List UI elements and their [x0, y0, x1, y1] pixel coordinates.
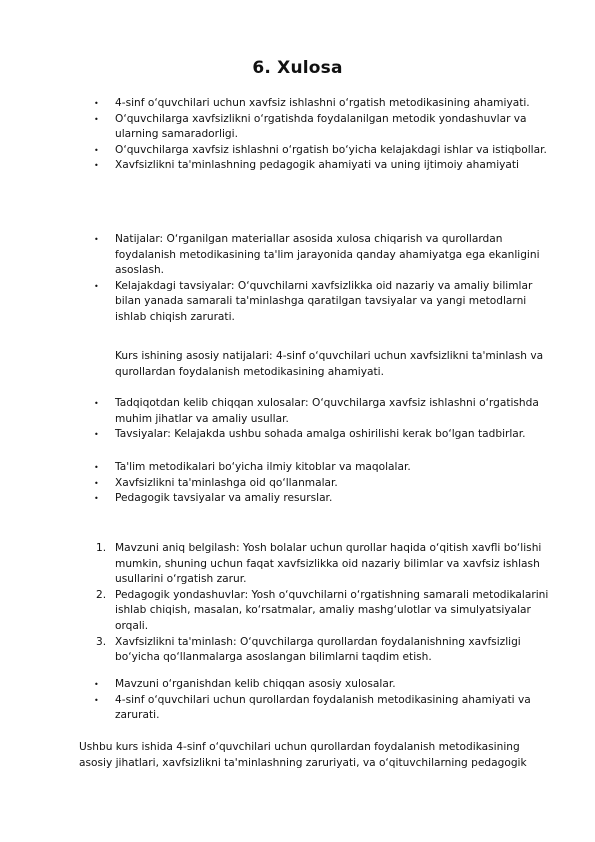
bullet-list-6: [0, 677, 595, 724]
bullet-icon: •: [94, 399, 99, 408]
bullet-icon: •: [94, 478, 99, 488]
list-item: 1. Mavzuni aniq belgilash: Yosh bolalar uchun qurollar haqida o‘qitish xavfli bo‘lishi mumkin, shuning uchun faqat xavfsizlikka oid nazariy bilimlar va xavfsiz ishlash usullarini o‘rgatish zarur.: [96, 542, 542, 586]
bullet-icon: •: [94, 145, 99, 155]
page-title: 6. Xulosa: [252, 58, 343, 78]
list-item: • O‘quvchilarga xavfsiz ishlashni o‘rgatish bo‘yicha kelajakdagi ishlar va istiqbollar.: [0, 143, 595, 159]
list-item: • Xavfsizlikni ta'minlashga oid qo‘llanmalar.: [0, 476, 595, 492]
list-item: 3. Xavfsizlikni ta'minlash: O‘quvchilarga qurollardan foydalanishning xavfsizligi bo‘yicha qo‘llanmalarga asoslangan bilimlarni taqdim etish.: [96, 635, 521, 664]
list-item: • Tavsiyalar: Kelajakda ushbu sohada amalga oshirilishi kerak bo‘lgan tadbirlar.: [0, 427, 595, 443]
results-paragraph: Kurs ishining asosiy natijalari: 4-sinf o‘quvchilari uchun xavfsizlikni ta'minlash va qurollardan foydalanish metodikasining ahamiyati.: [115, 350, 544, 378]
bullet-list-2: [0, 232, 595, 326]
bullet-list-4: [0, 460, 595, 507]
list-item: • Ta'lim metodikalari bo‘yicha ilmiy kitoblar va maqolalar.: [0, 460, 595, 476]
list-item: • Kelajakdagi tavsiyalar: O‘quvchilarni xavfsizlikka oid nazariy va amaliy bilimlar bilan yanada samarali ta'minlashga qaratilgan tavsiyalar va yangi metodlarni ishlab chiqish zarurati.: [94, 279, 533, 323]
bullet-list-1: [0, 96, 595, 174]
list-item: • Xavfsizlikni ta'minlashning pedagogik ahamiyati va uning ijtimoiy ahamiyati: [0, 158, 595, 174]
bullet-icon: •: [94, 463, 99, 472]
bullet-icon: •: [94, 680, 99, 689]
bullet-list-3: [0, 396, 595, 443]
list-item: • 4-sinf o‘quvchilari uchun xavfsiz ishlashni o‘rgatish metodikasining ahamiyati.: [0, 96, 595, 112]
list-item: • Natijalar: O‘rganilgan materiallar asosida xulosa chiqarish va qurollardan foydalanish metodikasining ta'lim jarayonida qanday ahamiyatga ega ekanligini asoslash.: [94, 233, 540, 277]
list-item: • Tadqiqotdan kelib chiqqan xulosalar: O‘quvchilarga xavfsiz ishlashni o‘rgatishda muhim jihatlar va amaliy usullar.: [94, 397, 539, 425]
numbered-list: [0, 541, 595, 666]
bullet-icon: •: [94, 494, 99, 504]
bullet-icon: •: [94, 99, 99, 108]
list-item: • 4-sinf o‘quvchilari uchun qurollardan foydalanish metodikasining ahamiyati va zarurati.: [94, 693, 531, 722]
list-item: 2. Pedagogik yondashuvlar: Yosh o‘quvchilarni o‘rgatishning samarali metodikalarini ishlab chiqish, masalan, ko‘rsatmalar, amaliy mashg‘ulotlar va simulyatsiyalar orqali.: [96, 588, 549, 632]
bullet-icon: •: [94, 235, 99, 244]
bullet-icon: •: [94, 161, 99, 171]
conclusion-paragraph: Ushbu kurs ishida 4-sinf o‘quvchilari uchun qurollardan foydalanish metodikasining asosiy jihatlari, xavfsizlikni ta'minlashning zaruriyati, va o‘qituvchilarning pedagogik: [79, 741, 527, 769]
bullet-icon: •: [94, 430, 99, 440]
bullet-icon: •: [94, 281, 99, 291]
bullet-icon: •: [94, 695, 99, 705]
list-item: • O‘quvchilarga xavfsizlikni o‘rgatishda foydalanilgan metodik yondashuvlar va ularning samaradorligi.: [94, 112, 527, 141]
list-item: • Pedagogik tavsiyalar va amaliy resurslar.: [0, 491, 595, 507]
bullet-icon: •: [94, 114, 99, 124]
list-item: • Mavzuni o‘rganishdan kelib chiqqan asosiy xulosalar.: [0, 677, 595, 693]
